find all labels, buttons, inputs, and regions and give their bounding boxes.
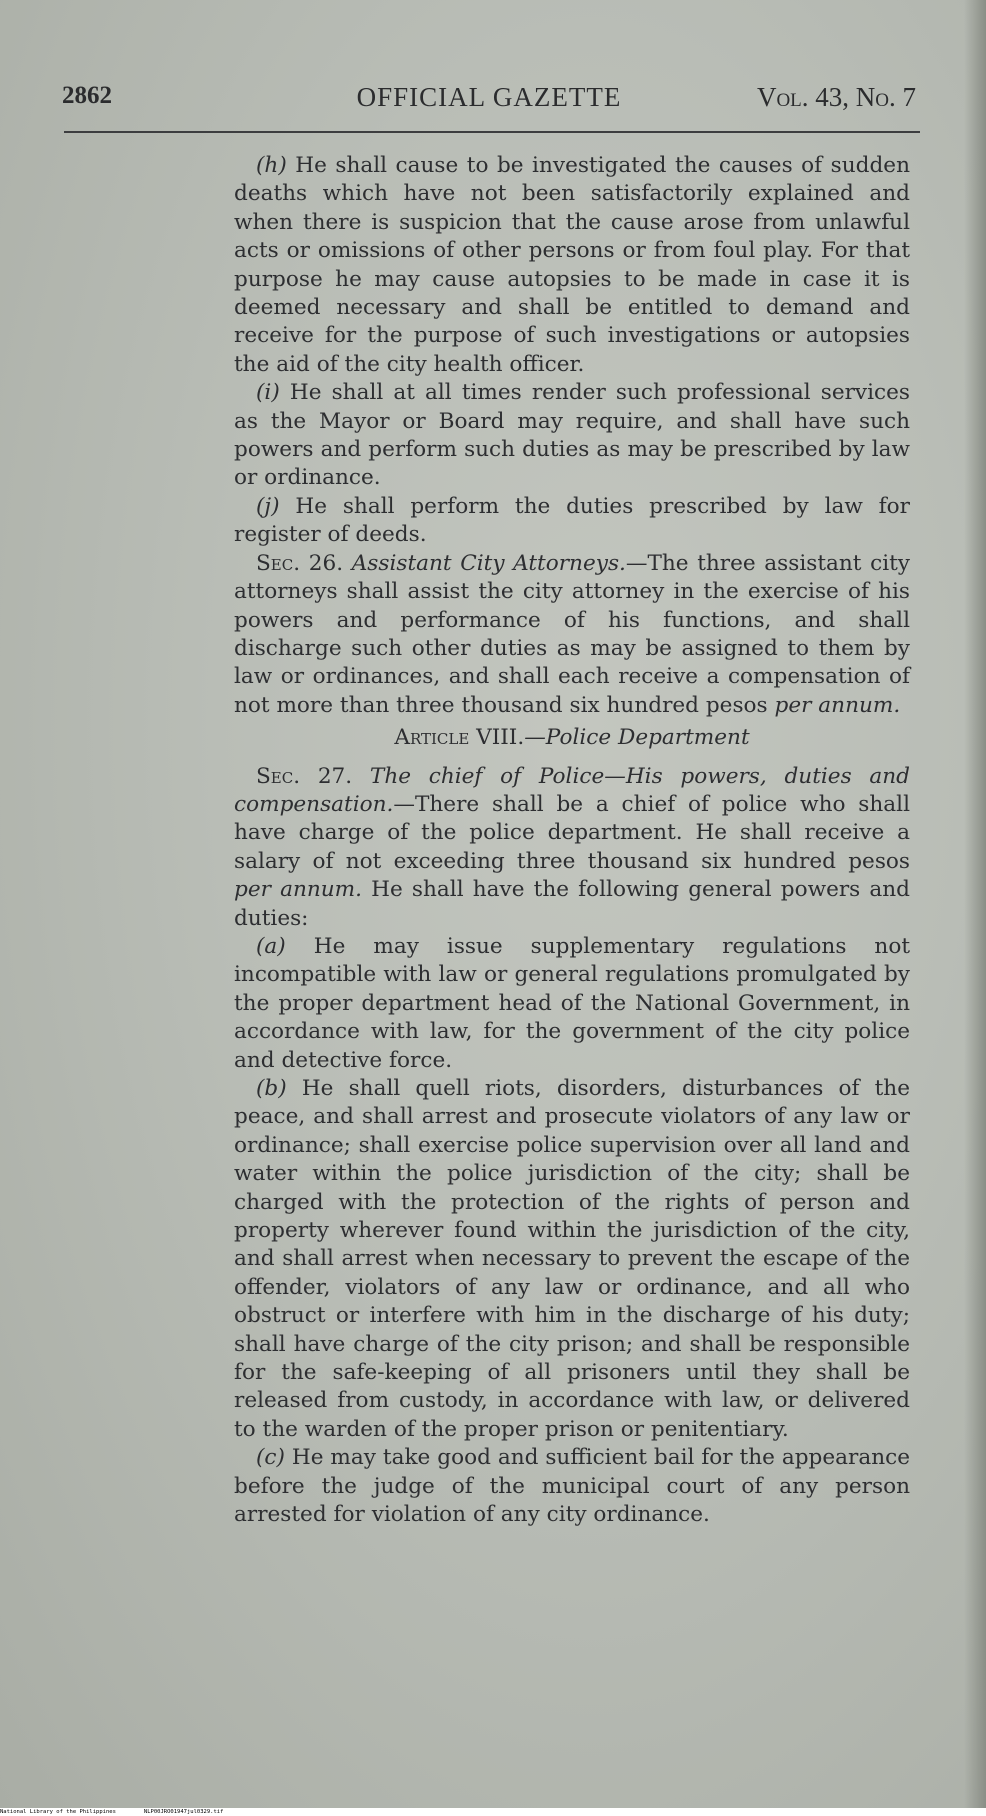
paragraph-text: He shall perform the duties prescribed by law for register of deeds. (234, 493, 910, 548)
paragraph-text: He may take good and sufficient bail for the appearance before the judge of the municipal court of any person arrested for violation of any city ordinance. (234, 1445, 910, 1528)
page-header (62, 82, 916, 122)
article-label: Article VIII. (394, 725, 525, 751)
paragraph-label: (h) (256, 153, 287, 178)
paragraph-label: (a) (256, 933, 286, 959)
section-26 (234, 550, 910, 720)
paragraph-h (234, 152, 910, 379)
paragraph-label: (j) (256, 493, 280, 519)
library-credit: National Library of the Philippines (0, 1809, 116, 1815)
latin-phrase: per annum. (234, 877, 363, 903)
paragraph-label: (i) (256, 380, 280, 406)
paragraph-label: (c) (256, 1445, 285, 1471)
scan-footer (0, 1808, 986, 1816)
paragraph-text: He shall at all times render such professional services as the Mayor or Board may require, and shall have such powers and perform such duties as may be prescribed by law or ordinance. (234, 380, 910, 491)
paragraph-i (234, 379, 910, 493)
paragraph-text: He shall quell riots, disorders, disturbances of the peace, and shall arrest and prosecute violators of any law or ordinance; shall exercise police supervision over all land and water within the police jurisdiction of the city; shall be charged with the protection of the rights of person and property wherever found within the jurisdiction of the city, and shall arrest when necessary to prevent the escape of the offender, violators of any law or ordinance, and all who obstruct or interfere with him in the discharge of his duty; shall have charge of the city prison; and shall be responsible for the safe-keeping of all prisoners until they shall be released from custody, in accordance with law, or delivered to the warden of the proper prison or penitentiary. (234, 1076, 910, 1442)
paragraph-text: He may issue supplementary regulations not incompatible with law or general regulations promulgated by the proper department head of the National Government, in accordance with law, for the government of the city police and detective force. (234, 933, 911, 1073)
paragraph-text: He shall cause to be investigated the causes of sudden deaths which have not been satisfactorily explained and when there is suspicion that the cause arose from unlawful acts or omissions of other persons or from foul play. For that purpose he may cause autopsies to be made in case it is deemed necessary and shall be entitled to demand and receive for the purpose of such investigations or autopsies the aid of the city health officer. (234, 153, 910, 377)
section-label: Sec. 26. (256, 550, 344, 576)
paragraph-a (234, 933, 910, 1075)
section-heading: The chief of Police—His powers, duties and compensation. (234, 763, 910, 817)
section-text: —The three assistant city attorneys shall assist the city attorney in the exercise of his powers and performance of his functions, and shall discharge such other duties as may be assigned to them by law or ordinances, and shall each receive a compensation of not more than three thousand six hundred pesos (234, 550, 910, 718)
scan-filename: NLP00JRO01947jul0329.tif (143, 1809, 224, 1815)
section-text: —There shall be a chief of police who shall have charge of the police department. He shall receive a salary of not exceeding three thousand six hundred pesos (234, 791, 910, 874)
paragraph-c (234, 1444, 910, 1529)
latin-phrase: per annum. (774, 692, 901, 718)
section-heading: Assistant City Attorneys. (351, 550, 626, 576)
volume-number: Vol. 43, No. 7 (756, 82, 916, 112)
paragraph-j (234, 493, 910, 550)
section-label: Sec. 27. (256, 763, 353, 789)
paragraph-label: (b) (256, 1076, 287, 1101)
header-rule (64, 131, 920, 133)
article-heading (234, 724, 910, 752)
section-27 (234, 763, 910, 933)
section-text-continued: He shall have the following general powers and duties: (234, 877, 910, 931)
document-body (234, 152, 910, 1530)
article-title: —Police Department (524, 725, 750, 751)
page-number: 2862 (62, 82, 112, 109)
paragraph-b (234, 1075, 910, 1444)
gazette-title: OFFICIAL GAZETTE (356, 82, 622, 112)
